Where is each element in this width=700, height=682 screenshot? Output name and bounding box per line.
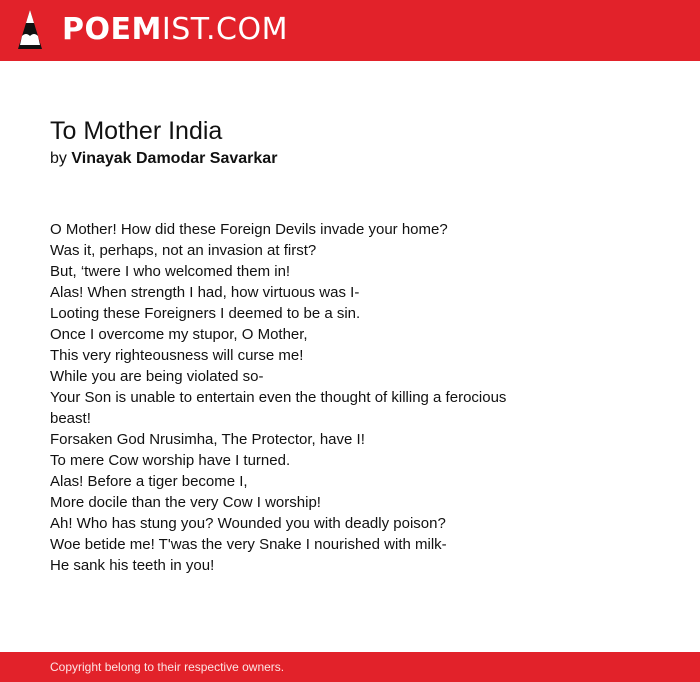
poem-line: Once I overcome my stupor, O Mother, (50, 326, 308, 343)
logo-bold-text: POEM (62, 12, 162, 47)
byline (50, 149, 277, 169)
site-footer (0, 652, 700, 682)
author-name: Vinayak Damodar Savarkar (71, 150, 278, 167)
poem-line: Was it, perhaps, not an invasion at first? (50, 242, 317, 259)
poem-line: Looting these Foreigners I deemed to be a sin. (50, 305, 361, 322)
poem-line: This very righteousness will curse me! (50, 347, 304, 364)
poem-title: To Mother India (50, 117, 223, 145)
poem-line: Woe betide me! T'was the very Snake I nourished with milk- (50, 536, 447, 553)
poem-line: Forsaken God Nrusimha, The Protector, have I! (50, 431, 365, 448)
copyright-text: Copyright belong to their respective owners. (50, 660, 285, 674)
poem-line: Alas! When strength I had, how virtuous was I- (50, 284, 360, 301)
poem-line: O Mother! How did these Foreign Devils invade your home? (50, 221, 448, 238)
poem-line: More docile than the very Cow I worship! (50, 494, 321, 511)
poem-line: While you are being violated so- (50, 368, 264, 385)
poem-line: Your Son is unable to entertain even the thought of killing a ferocious beast! (50, 389, 507, 427)
poem-line: He sank his teeth in you! (50, 557, 215, 574)
pencil-tip-icon (17, 9, 43, 52)
poem-line: Alas! Before a tiger become I, (50, 473, 248, 490)
poem-line: Ah! Who has stung you? Wounded you with deadly poison? (50, 515, 446, 532)
poem-line: To mere Cow worship have I turned. (50, 452, 291, 469)
site-logo[interactable] (62, 13, 288, 47)
logo-light-text: IST.COM (161, 12, 288, 47)
poem-body (50, 219, 540, 576)
poem-line: But, ‘twere I who welcomed them in! (50, 263, 291, 280)
by-label: by (50, 150, 67, 167)
site-header (0, 0, 700, 61)
